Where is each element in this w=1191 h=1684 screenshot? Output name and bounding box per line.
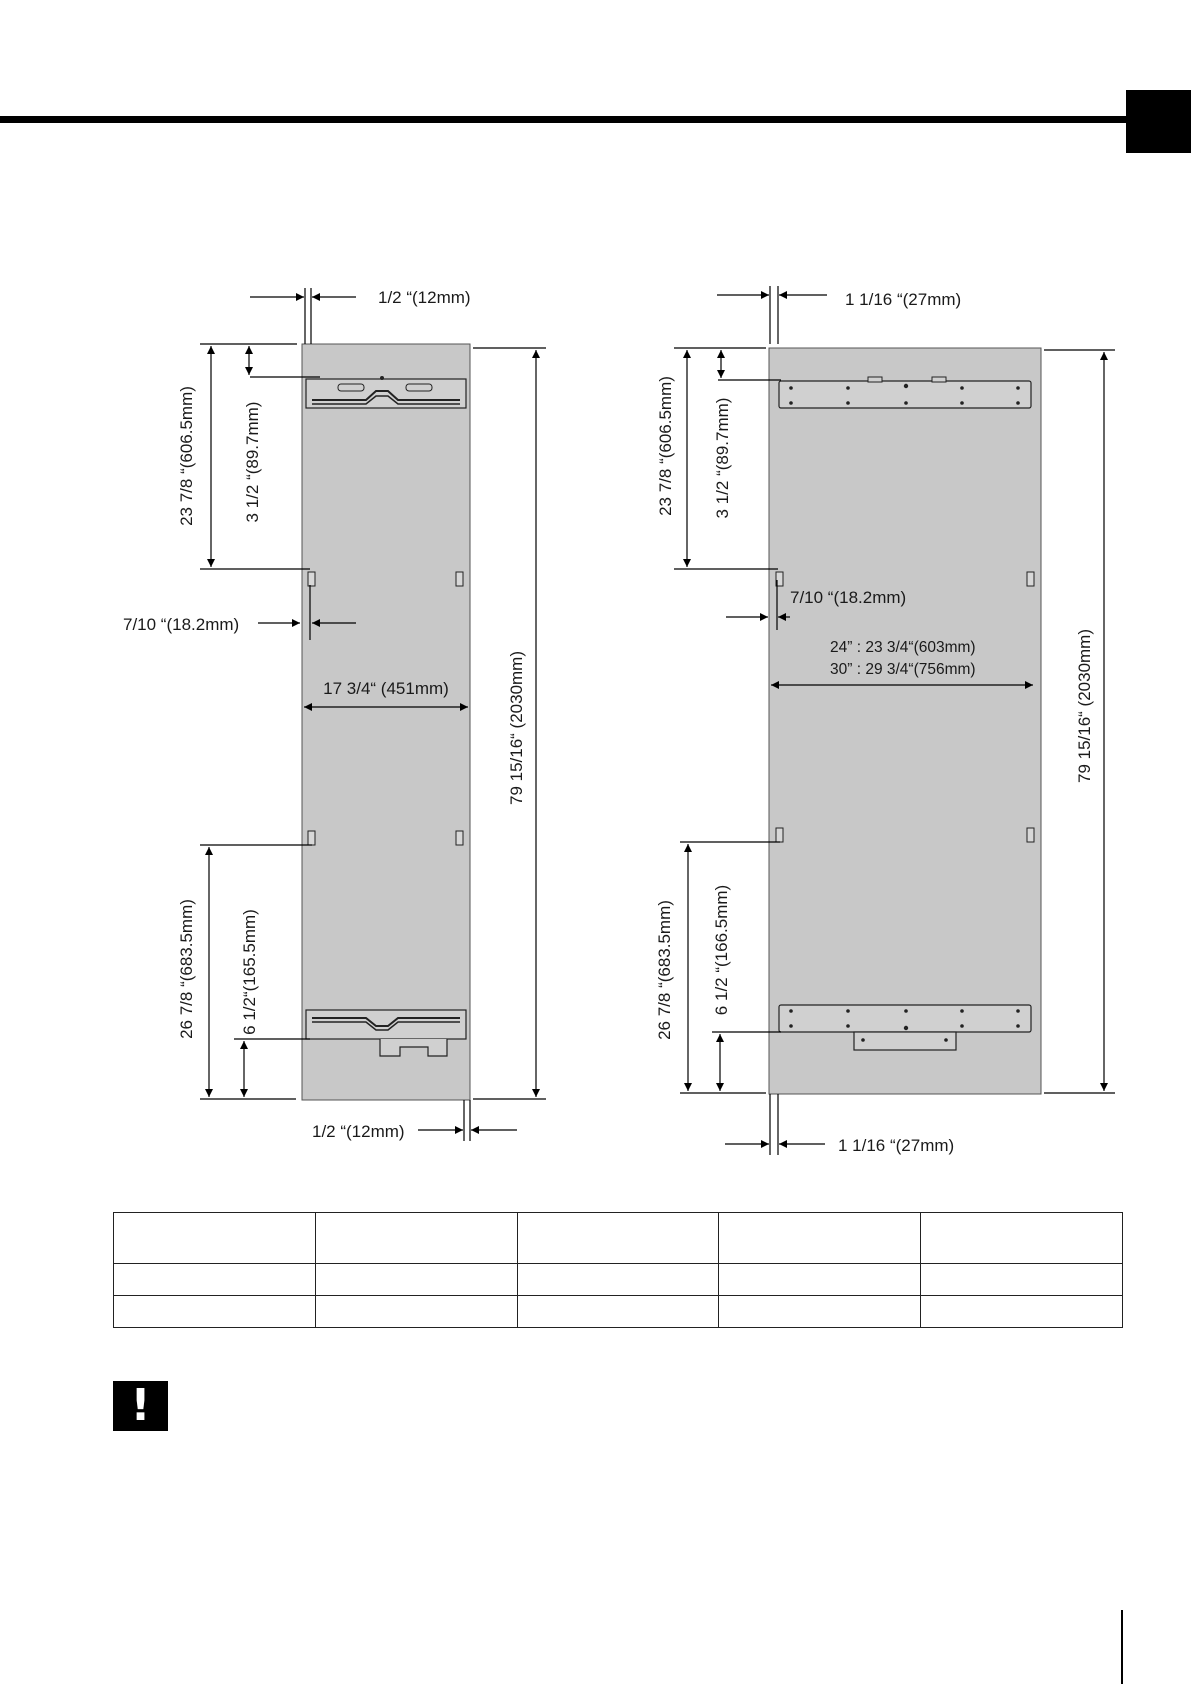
left-top-offset-label: 1/2 “(12mm) xyxy=(378,288,471,307)
right-hole-lower-right xyxy=(1027,828,1034,842)
table-cell xyxy=(114,1213,316,1264)
left-dim-bottom-to-bracket xyxy=(234,1039,310,1097)
left-dim-bottom-offset xyxy=(418,1100,517,1141)
right-top-to-holes-label: 23 7/8 “(606.5mm) xyxy=(656,376,675,516)
right-bottom-to-bracket-label: 6 1/2 “(166.5mm) xyxy=(712,884,731,1016)
left-top-bracket xyxy=(306,376,466,408)
table-cell xyxy=(517,1296,719,1328)
table-cell xyxy=(921,1213,1123,1264)
left-hole-inset-label: 7/10 “(18.2mm) xyxy=(123,615,240,634)
right-hole-upper-right xyxy=(1027,572,1034,586)
table-cell xyxy=(315,1296,517,1328)
table-cell xyxy=(719,1213,921,1264)
right-panel-body xyxy=(769,348,1041,1094)
table-cell xyxy=(719,1296,921,1328)
right-top-bracket xyxy=(779,377,1031,408)
left-door-panel xyxy=(302,344,470,1100)
page-margin-mark xyxy=(1121,1610,1123,1684)
left-hole-spacing-label: 17 3/4“ (451mm) xyxy=(323,679,449,698)
exclamation-symbol: ! xyxy=(130,1380,151,1431)
table-row xyxy=(114,1264,1123,1296)
right-top-offset-label: 1 1/16 “(27mm) xyxy=(845,290,962,309)
table-cell xyxy=(114,1264,316,1296)
left-dim-top-offset xyxy=(250,288,356,344)
exclamation-icon xyxy=(113,1381,168,1431)
left-hole-upper-left xyxy=(308,572,315,586)
table-cell xyxy=(517,1213,719,1264)
table-header-row xyxy=(114,1213,1123,1264)
table-cell xyxy=(921,1296,1123,1328)
spec-table xyxy=(113,1212,1123,1328)
table-row xyxy=(114,1296,1123,1328)
right-hole-lower-left xyxy=(776,828,783,842)
left-panel-body xyxy=(302,344,470,1100)
table-cell xyxy=(315,1213,517,1264)
table-cell xyxy=(719,1264,921,1296)
right-total-height-label: 79 15/16“ (2030mm) xyxy=(1075,628,1094,784)
table-cell xyxy=(114,1296,316,1328)
right-hole-spacing-30-label: 30” : 29 3/4“(756mm) xyxy=(830,661,976,678)
left-hole-lower-left xyxy=(308,831,315,845)
left-bottom-offset-label: 1/2 “(12mm) xyxy=(312,1122,405,1141)
left-holes-to-bottom-label: 26 7/8 “(683.5mm) xyxy=(177,899,196,1039)
right-dim-top-offset xyxy=(717,286,827,344)
table-cell xyxy=(517,1264,719,1296)
right-hole-inset-label: 7/10 “(18.2mm) xyxy=(790,588,907,607)
table-cell xyxy=(921,1264,1123,1296)
left-top-to-bracket-label: 3 1/2 “(89.7mm) xyxy=(243,401,262,523)
right-bottom-offset-label: 1 1/16 “(27mm) xyxy=(838,1136,955,1155)
right-hole-spacing-24-label: 24” : 23 3/4“(603mm) xyxy=(830,639,976,656)
left-total-height-label: 79 15/16“ (2030mm) xyxy=(507,650,526,806)
left-hole-lower-right xyxy=(456,831,463,845)
right-dim-bottom-offset xyxy=(725,1094,825,1155)
table-cell xyxy=(315,1264,517,1296)
right-holes-to-bottom-label: 26 7/8 “(683.5mm) xyxy=(655,900,674,1040)
left-top-to-holes-label: 23 7/8 “(606.5mm) xyxy=(177,386,196,526)
right-top-to-bracket-label: 3 1/2 “(89.7mm) xyxy=(713,397,732,519)
left-hole-upper-right xyxy=(456,572,463,586)
right-door-panel xyxy=(769,348,1041,1094)
left-bottom-to-bracket-label: 6 1/2“(165.5mm) xyxy=(240,909,259,1035)
